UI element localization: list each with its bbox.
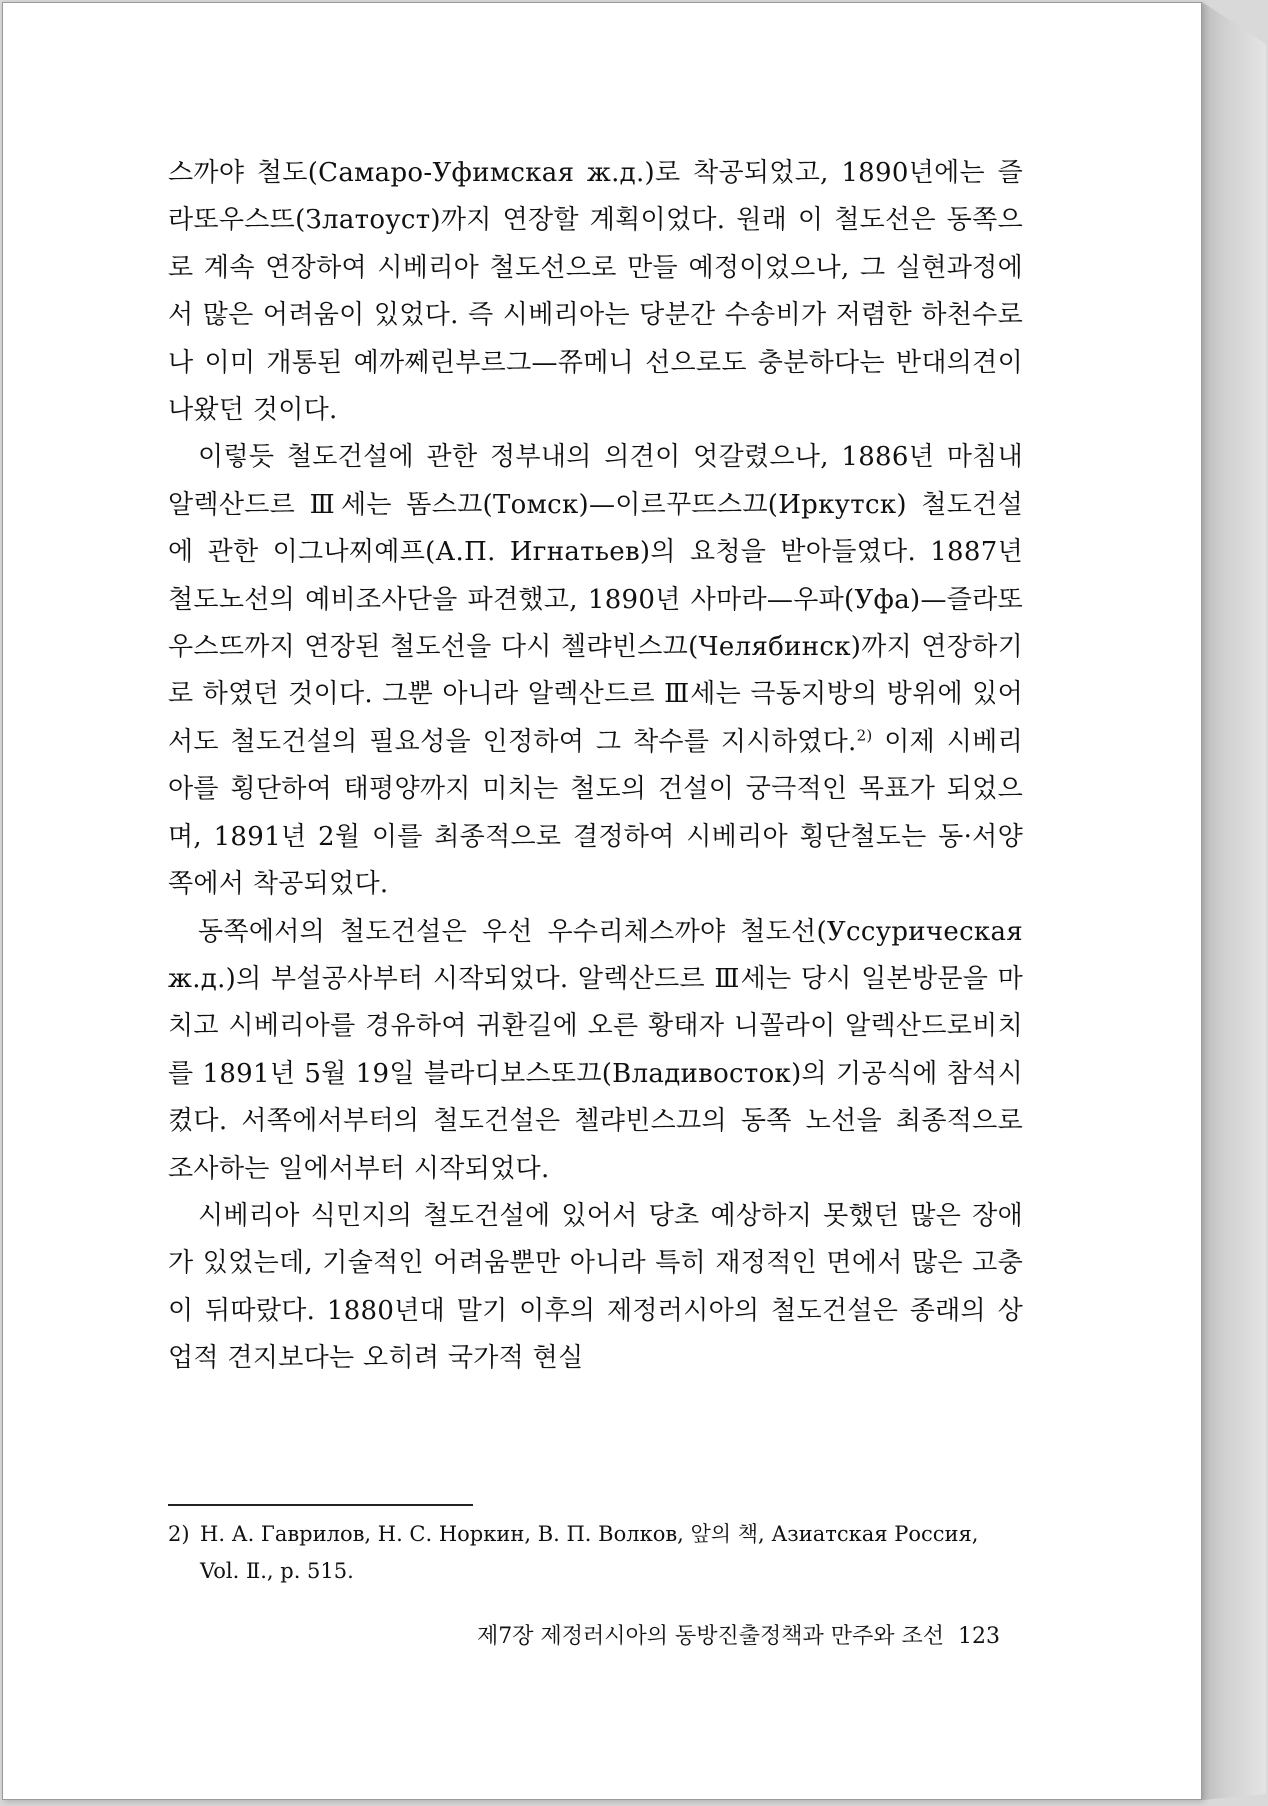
chapter-title: 제7장 제정러시아의 동방진출정책과 만주와 조선 xyxy=(476,1624,944,1649)
footnote-divider xyxy=(168,1504,473,1506)
footnote-marker: 2) xyxy=(168,1522,190,1546)
running-footer xyxy=(400,1622,1000,1652)
paragraph-2-text-after-note: 이제 시베리아를 횡단하여 태평양까지 미치는 철도의 건설이 궁극적인 목표가 되었으며, 1891년 2월 이를 최종적으로 결정하여 시베리아 횡단철도는 동·서양쪽에서 착공되었다. xyxy=(168,726,1023,900)
page-number: 123 xyxy=(958,1624,1000,1649)
paragraph-4: 시베리아 식민지의 철도건설에 있어서 당초 예상하지 못했던 많은 장애가 있었는데, 기술적인 어려움뿐만 아니라 특히 재정적인 면에서 많은 고충이 뒤따랐다. 1880년대 말기 이후의 제정러시아의 철도건설은 종래의 상업적 견지보다는 오히려 국가적 현실 xyxy=(168,1200,1023,1374)
footnote-text: Н. А. Гаврилов, Н. С. Норкин, В. П. Волков, 앞의 책, Азиатская Россия, Vol. Ⅱ., p. 515. xyxy=(200,1522,979,1583)
paragraph-1: 스까야 철도(Самаро-Уфимская ж.д.)로 착공되었고, 1890년에는 즐라또우스뜨(Златоуст)까지 연장할 계획이었다. 원래 이 철도선은 동쪽으로 계속 연장하여 시베리아 철도선으로 만들 예정이었으나, 그 실현과정에서 많은 어려움이 있었다. 즉 시베리아는 당분간 수송비가 저렴한 하천수로나 이미 개통된 예까쩨린부르그—쮸메니 선으로도 충분하다는 반대의견이 나왔던 것이다. xyxy=(168,158,1023,426)
footnote xyxy=(168,1516,1023,1590)
paragraph-2 xyxy=(168,434,1023,908)
page-edge xyxy=(1202,2,1266,1800)
paragraph-2-text-before-note: 이렇듯 철도건설에 관한 정부내의 의견이 엇갈렸으나, 1886년 마침내 알렉산드르 Ⅲ세는 똠스끄(Томск)—이르꾸뜨스끄(Иркутск) 철도건설에 관한 이그나찌예프(А.П. Игнатьев)의 요청을 받아들였다. 1887년 철도노선의 예비조사단을 파견했고, 1890년 사마라—우파(Уфа)—즐라또우스뜨까지 연장된 철도선을 다시 첼랴빈스끄(Челябинск)까지 연장하기로 하였던 것이다. 그뿐 아니라 알렉산드르 Ⅲ세는 극동지방의 방위에 있어서도 철도건설의 필요성을 인정하여 그 착수를 지시하였다. xyxy=(168,442,1023,757)
paragraph-3: 동쪽에서의 철도건설은 우선 우수리체스까야 철도선(Уссурическая ж.д.)의 부설공사부터 시작되었다. 알렉산드르 Ⅲ세는 당시 일본방문을 마치고 시베리아를 경유하여 귀환길에 오른 황태자 니꼴라이 알렉산드로비치를 1891년 5월 19일 블라디보스또끄(Владивосток)의 기공식에 참석시켰다. 서쪽에서부터의 철도건설은 첼랴빈스끄의 동쪽 노선을 최종적으로 조사하는 일에서부터 시작되었다. xyxy=(168,916,1023,1184)
body-text xyxy=(168,150,1023,1383)
footnote-reference: 2) xyxy=(856,726,873,745)
